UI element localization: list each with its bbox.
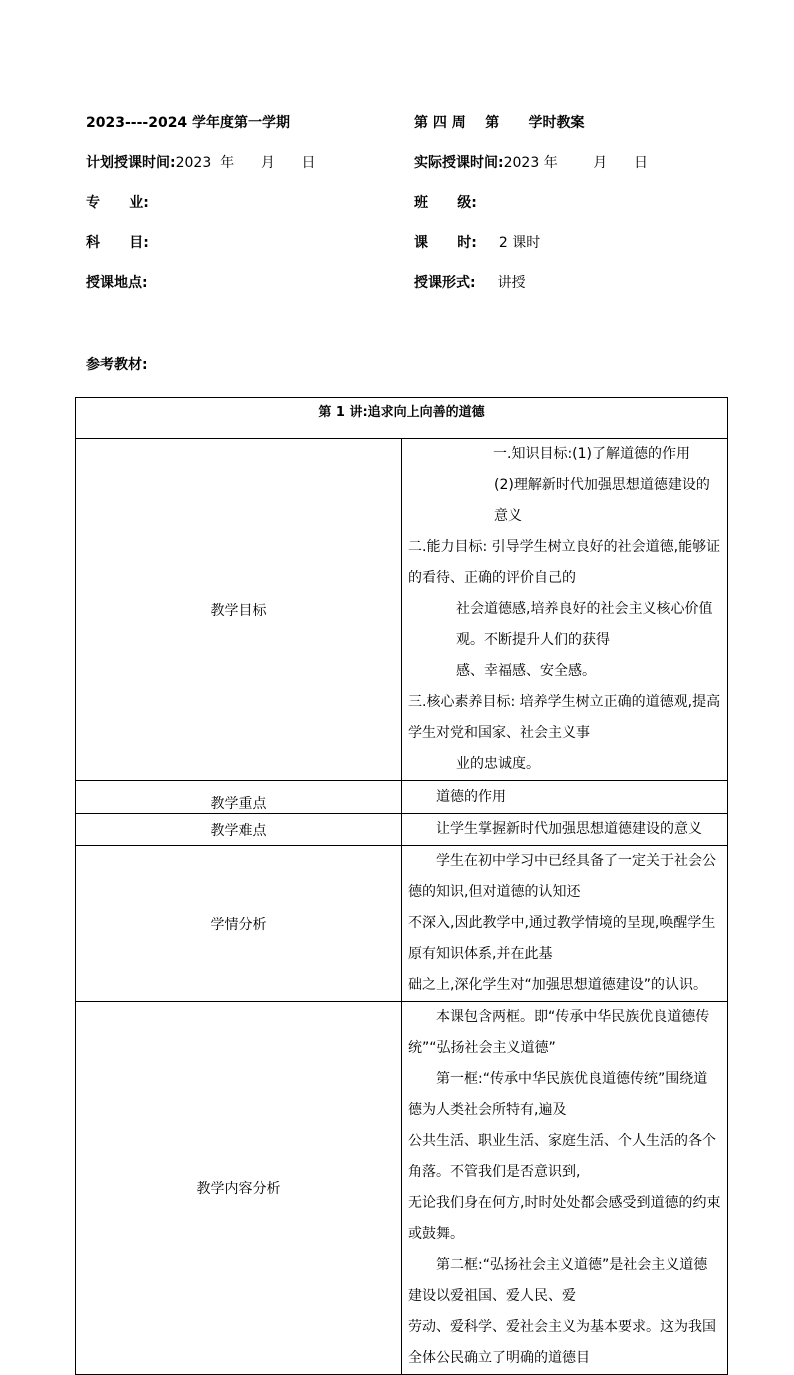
content-line: 第二框:“弘扬社会主义道德”是社会主义道德建设以爱祖国、爱人民、爱 — [408, 1257, 708, 1304]
content-line: 第一框:“传承中华民族优良道德传统”围绕道德为人类社会所特有,遍及 — [408, 1071, 708, 1118]
objectives-row — [76, 439, 728, 781]
analysis-line: 础之上,深化学生对“加强思想道德建设”的认识。 — [408, 977, 707, 993]
hours-label: 课 时: — [414, 235, 477, 251]
hours — [414, 234, 540, 252]
objectives-content — [402, 439, 728, 781]
content-line: 劳动、爱科学、爱社会主义为基本要求。这为我国全体公民确立了明确的道德目 — [408, 1319, 716, 1366]
objective-line: 业的忠诚度。 — [456, 756, 540, 772]
location-label: 授课地点: — [86, 275, 148, 291]
content-analysis-label: 教学内容分析 — [76, 1002, 402, 1375]
major-label: 专 业: — [86, 195, 149, 211]
analysis-line: 学生在初中学习中已经具备了一定关于社会公德的知识,但对道德的认知还 — [408, 853, 716, 900]
table-title-row — [76, 398, 728, 439]
content-analysis-content — [402, 1002, 728, 1375]
objective-line: 社会道德感,培养良好的社会主义核心价值观。不断提升人们的获得 — [456, 601, 713, 648]
student-analysis-content — [402, 846, 728, 1002]
key-point-label: 教学重点 — [76, 781, 402, 814]
difficulty-text: 让学生掌握新时代加强思想道德建设的意义 — [402, 814, 728, 846]
planned-time — [86, 154, 316, 172]
subject-label: 科 目: — [86, 235, 149, 251]
class-label: 班 级: — [414, 195, 477, 211]
objectives-label: 教学目标 — [76, 439, 402, 781]
lesson-table — [75, 397, 728, 1375]
student-analysis-row — [76, 846, 728, 1002]
actual-time — [414, 154, 648, 172]
difficulty-row — [76, 814, 728, 846]
semester-label: 2023----2024 学年度第一学期 — [86, 115, 291, 131]
objective-line: 一.知识目标:(1)了解道德的作用 — [493, 446, 690, 462]
actual-time-value: 2023 年 月 日 — [503, 155, 648, 171]
planned-time-label: 计划授课时间: — [86, 155, 176, 171]
format-value: 讲授 — [497, 275, 526, 291]
content-line: 本课包含两框。即“传承中华民族优良道德传统”“弘扬社会主义道德” — [408, 1009, 710, 1056]
format-label: 授课形式: — [414, 275, 476, 291]
student-analysis-label: 学情分析 — [76, 846, 402, 1002]
key-point-text: 道德的作用 — [402, 781, 728, 814]
week-label: 第 四 周 第 学时教案 — [414, 115, 585, 131]
reference-label: 参考教材: — [86, 357, 148, 373]
content-line: 公共生活、职业生活、家庭生活、个人生活的各个角落。不管我们是否意识到, — [408, 1133, 716, 1180]
content-analysis-row — [76, 1002, 728, 1375]
planned-time-value: 2023 年 月 日 — [175, 155, 316, 171]
objective-line: (2)理解新时代加强思想道德建设的意义 — [494, 477, 710, 524]
objective-line: 二.能力目标: 引导学生树立良好的社会道德,能够证的看待、正确的评价自己的 — [408, 539, 721, 586]
lesson-title-cell — [76, 398, 728, 439]
key-point-row — [76, 781, 728, 814]
objective-line: 感、幸福感、安全感。 — [456, 663, 596, 679]
hours-value: 2 课时 — [498, 235, 541, 251]
lesson-title: 第 1 讲:追求向上向善的道德 — [318, 405, 485, 420]
difficulty-label: 教学难点 — [76, 814, 402, 846]
actual-time-label: 实际授课时间: — [414, 155, 504, 171]
format — [414, 274, 526, 292]
content-line: 无论我们身在何方,时时处处都会感受到道德的约束或鼓舞。 — [408, 1195, 721, 1242]
analysis-line: 不深入,因此教学中,通过教学情境的呈现,唤醒学生原有知识体系,并在此基 — [408, 915, 716, 962]
objective-line: 三.核心素养目标: 培养学生树立正确的道德观,提高学生对党和国家、社会主义事 — [408, 694, 721, 741]
